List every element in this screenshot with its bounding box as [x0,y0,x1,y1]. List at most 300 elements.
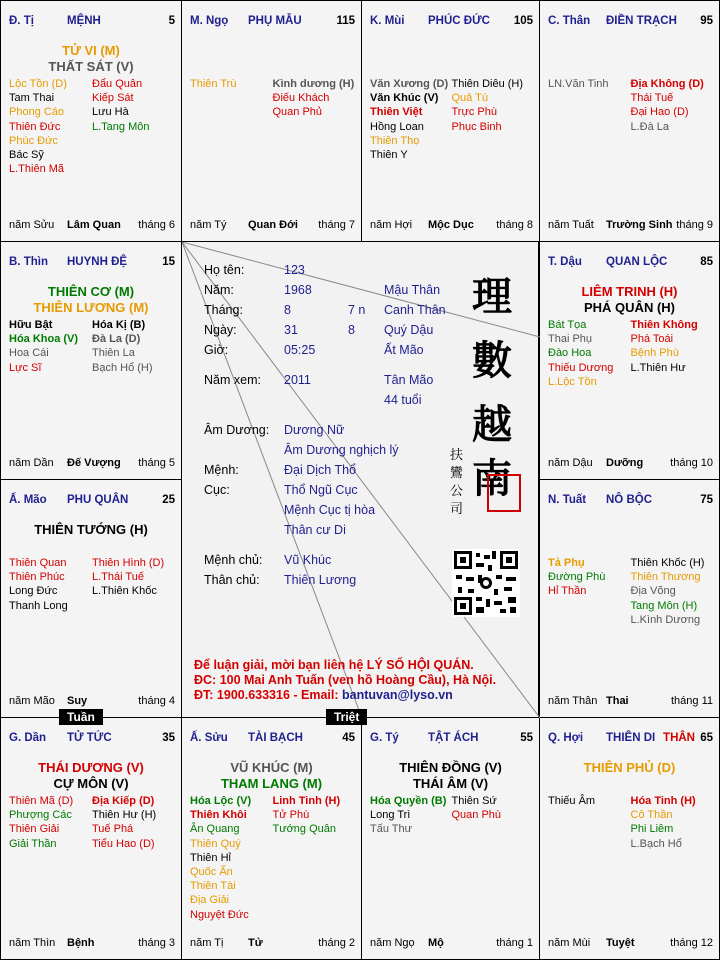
palace-year: năm Dậu [548,457,593,469]
palace-header [190,15,355,29]
main-star: CỰ MÔN (V) [53,776,129,791]
minor-star: Long Đức [9,585,58,598]
minor-star: Đại Hao (D) [630,106,689,119]
minor-star: Thiên Diêu (H) [451,78,524,90]
main-star: THIÊN ĐỒNG (V) [399,760,502,775]
palace-age: 115 [336,15,355,27]
value-nam-can: Mậu Thân [384,283,441,297]
minor-star: Thiên La [92,347,135,360]
palace-stage: Mộ [428,937,444,949]
minor-star: L.Bạch Hổ [630,837,682,850]
main-star: THẤT SÁT (V) [48,59,134,74]
minor-stars-left [548,318,631,389]
palace-month: tháng 1 [496,937,533,949]
minor-star: Hỉ Thần [548,585,587,598]
minor-star: Hóa Kị (B) [92,319,146,331]
value-cuc-1: Thổ Ngũ Cục [284,483,358,497]
label-menh-chu: Mệnh chủ: [204,553,263,567]
minor-star: L.Tang Môn [92,120,150,133]
value-thang: 8 [284,303,291,317]
minor-star: Đẩu Quân [92,78,143,90]
palace-branch: Ấ. Mão [9,494,47,506]
palace-suu [181,717,362,960]
palace-age: 55 [520,732,533,744]
minor-star: Thiên Trù [190,78,237,90]
main-star: VŨ KHÚC (M) [230,760,313,775]
minor-star: Thiên Quý [190,837,241,850]
palace-header [9,732,175,746]
palace-month: tháng 9 [676,219,713,231]
value-nam: 1968 [284,283,312,297]
palace-header [548,15,713,29]
minor-star: Tướng Quân [272,823,336,836]
main-star: THÁI ÂM (V) [412,776,489,791]
palace-month: tháng 12 [670,937,713,949]
value-tuoi: 44 tuổi [384,393,422,407]
palace-age: 105 [513,15,533,27]
minor-stars-left [548,794,631,808]
minor-star: Thai Phụ [548,333,593,346]
minor-star: Lưu Hà [92,106,129,119]
minor-star: Hóa Quyền (B) [370,795,447,807]
palace-footer [9,937,175,951]
value-nam-xem-can: Tân Mão [384,373,434,387]
palace-stage: Suy [67,695,88,707]
minor-star: Tả Phụ [548,557,585,569]
palace-stage: Dưỡng [606,457,644,469]
palace-header [190,732,355,746]
minor-star: Địa Kiếp (D) [92,795,155,807]
minor-star: Thiên Hỉ [190,851,231,864]
seal-char: 扶 [450,448,464,463]
palace-footer [370,219,533,233]
minor-star: Tiểu Hao (D) [92,837,155,850]
red-seal-icon [487,474,521,512]
main-stars [540,760,719,776]
palace-year: năm Dần [9,457,54,469]
minor-star: LN.Văn Tinh [548,78,609,90]
main-stars [362,760,539,792]
minor-star: Long Trì [370,809,411,822]
minor-star: Quốc Ấn [190,866,233,879]
palace-footer [370,937,533,951]
value-thang-n: 7 n [348,303,366,317]
palace-year: năm Thìn [9,937,56,949]
minor-star: L.Thiên Khốc [92,585,157,598]
palace-stage: Mộc Dục [428,219,474,231]
minor-star: L.Thiên Mã [9,163,65,176]
minor-star: Thiên Hư (H) [92,809,157,822]
palace-footer [9,219,175,233]
palace-year: năm Tị [190,937,224,949]
minor-star: Địa Võng [630,585,676,598]
value-menh: Đại Dịch Thổ [284,463,357,477]
palace-year: năm Sửu [9,219,55,231]
calligraphy-title [472,274,512,502]
minor-star: Thiên Phúc [9,571,65,584]
palace-header [548,732,713,746]
palace-than [539,0,720,242]
value-gio: 05:25 [284,343,316,357]
palace-age: 25 [162,494,175,506]
palace-age: 75 [700,494,713,506]
label-menh: Mệnh: [204,463,239,477]
palace-branch: C. Thân [548,15,591,27]
palace-branch: N. Tuất [548,494,587,506]
minor-star: Thiên Thọ [370,134,420,147]
palace-name: TẬT ÁCH [428,732,479,744]
label-cuc: Cục: [204,483,230,497]
palace-month: tháng 4 [138,695,175,707]
minor-stars-left [9,318,92,375]
calligraphy-char: 越 [472,401,512,448]
minor-stars-right [452,77,534,134]
minor-star: Hóa Lộc (V) [190,795,252,807]
minor-star: Phượng Các [9,809,72,822]
minor-star: Kiếp Sát [92,92,134,105]
minor-star: Văn Xương (D) [370,78,449,90]
palace-name: PHÚC ĐỨC [428,15,490,27]
label-nam: Năm: [204,283,234,297]
minor-star: Tang Môn (H) [630,599,698,612]
palace-dau [539,241,720,480]
palace-name: PHU QUÂN [67,494,129,506]
palace-year: năm Tuất [548,219,594,231]
minor-stars-right [631,318,714,375]
palace-month: tháng 8 [496,219,533,231]
palace-footer [190,937,355,951]
main-star: THIÊN LƯƠNG (M) [33,300,149,315]
minor-star: Tử Phù [272,809,310,822]
palace-footer [548,937,713,951]
palace-year: năm Mão [9,695,55,707]
palace-header [370,15,533,29]
palace-dan [0,717,182,960]
label-ho-ten: Họ tên: [204,263,245,277]
minor-stars-left [9,77,92,176]
contact-phone: ĐT: 1900.633316 - Email: [194,688,342,702]
minor-star: Phục Binh [451,120,502,133]
main-star: THIÊN TƯỚNG (H) [34,522,148,537]
palace-year: năm Ngọ [370,937,415,949]
palace-age: 35 [162,732,175,744]
minor-star: Thiên Y [370,149,408,162]
palace-extra: THÂN [663,732,695,744]
palace-mao [0,479,182,718]
minor-stars-left [370,794,452,837]
main-stars [182,760,361,792]
minor-stars-right [631,794,714,851]
palace-year: năm Thân [548,695,598,707]
palace-footer [548,695,713,709]
seal-text [450,447,463,519]
seal-char: 公 [450,484,464,499]
palace-stage: Đế Vượng [67,457,121,469]
label-nam-xem: Năm xem: [204,373,261,387]
minor-star: Thiên Mã (D) [9,795,74,807]
palace-name: PHỤ MẪU [248,15,302,27]
minor-star: Thiên Hình (D) [92,557,165,569]
minor-stars-right [631,556,714,627]
minor-star: Quan Phủ [272,106,323,119]
palace-age: 85 [700,256,713,268]
minor-star: Văn Khúc (V) [370,92,439,105]
minor-star: L.Kình Dương [630,613,701,626]
minor-star: Bệnh Phù [630,347,679,360]
minor-star: Hóa Tinh (H) [630,795,696,807]
palace-name: MỆNH [67,15,101,27]
palace-header [370,732,533,746]
minor-star: Phá Toái [630,333,674,346]
minor-star: Thiên Không [630,319,698,331]
palace-age: 95 [700,15,713,27]
palace-month: tháng 11 [670,695,713,707]
main-star: PHÁ QUÂN (H) [584,300,675,315]
calligraphy-char: 數 [472,337,512,384]
label-ngay: Ngày: [204,323,237,337]
minor-stars-left [548,556,631,599]
contact-line-2: ĐC: 100 Mai Anh Tuấn (ven hồ Hoàng Cầu), Hà Nội. [194,673,497,687]
main-star: LIÊM TRINH (H) [581,284,678,299]
palace-year: năm Hợi [370,219,413,231]
value-thang-can: Canh Thân [384,303,446,317]
minor-star: Thiên Khôi [190,809,247,822]
label-gio: Giờ: [204,343,229,357]
palace-footer [9,457,175,471]
minor-star: Địa Không (D) [630,78,704,90]
minor-star: Thái Tuế [630,92,674,105]
center-info-panel [181,241,539,718]
value-menh-chu: Vũ Khúc [284,553,332,567]
label-am-duong: Âm Dương: [204,423,270,437]
palace-mui [361,0,540,242]
palace-branch: Đ. Tị [9,15,34,27]
palace-ngo [181,0,362,242]
minor-star: L.Thiên Hư [630,361,686,374]
minor-star: Thiên Thương [630,571,701,584]
palace-header [548,494,713,508]
value-ngay-can: Quý Dậu [384,323,434,337]
minor-stars-right [452,794,534,822]
main-stars [1,43,181,75]
palace-branch: G. Tý [370,732,399,744]
minor-star: Địa Giải [190,894,230,907]
main-star: THAM LANG (M) [220,776,323,791]
value-gio-can: Ất Mão [384,343,424,357]
minor-star: Thanh Long [9,599,68,612]
palace-branch: G. Dần [9,732,47,744]
value-cuc-2: Mệnh Cục tị hòa [284,503,376,517]
minor-star: L.Đà La [630,120,670,133]
minor-star: Thiếu Âm [548,795,596,807]
main-stars [1,522,181,538]
palace-footer [548,219,713,233]
palace-month: tháng 5 [138,457,175,469]
main-stars [1,760,181,792]
main-star: THÁI DƯƠNG (V) [38,760,144,775]
palace-year: năm Tý [190,219,227,231]
palace-year: năm Mùi [548,937,591,949]
minor-star: Đà La (D) [92,333,141,346]
minor-star: Tấu Thư [370,823,413,836]
palace-stage: Thai [606,695,629,707]
palace-branch: K. Mùi [370,15,405,27]
contact-email-link[interactable]: bantuvan@lyso.vn [342,688,453,702]
palace-stage: Tử [248,937,263,949]
contact-line-1: Để luận giải, mời bạn liên hệ LÝ SỐ HỘI QUÁN. [194,658,474,672]
minor-star: Thiếu Dương [548,361,614,374]
minor-stars-left [9,556,92,613]
minor-stars-right [92,556,175,599]
palace-header [9,15,175,29]
minor-star: Phúc Đức [9,134,58,147]
minor-star: Đào Hoa [548,347,592,360]
minor-stars-right [273,77,356,120]
palace-stage: Trường Sinh [606,219,673,231]
palace-branch: Ấ. Sửu [190,732,228,744]
minor-star: Thiên Sứ [451,795,497,807]
minor-star: Bạch Hổ (H) [92,361,153,374]
minor-star: Thiên Quan [9,557,67,569]
minor-stars-left [548,77,631,91]
palace-name: TÀI BẠCH [248,732,303,744]
minor-star: Ân Quang [190,823,240,836]
minor-star: Thiên Việt [370,106,423,119]
palace-hoi [539,717,720,960]
minor-star: Phi Liêm [630,823,674,836]
palace-stage: Tuyệt [606,937,635,949]
palace-footer [9,695,175,709]
triet-tag: Triệt [326,709,367,725]
minor-star: Bác Sỹ [9,149,44,162]
main-stars [540,284,719,316]
minor-star: Hóa Khoa (V) [9,333,79,346]
value-than-chu: Thiên Lương [284,573,357,587]
palace-tuat [539,479,720,718]
minor-star: Phong Cáo [9,106,65,119]
minor-star: L.Lộc Tồn [548,375,597,388]
calligraphy-char: 理 [472,273,512,320]
palace-month: tháng 7 [318,219,355,231]
palace-age: 15 [162,256,175,268]
minor-stars-right [92,77,175,134]
value-cuc-3: Thân cư Di [284,523,346,537]
minor-star: Đường Phù [548,571,606,584]
value-ngay-n: 8 [348,323,355,337]
minor-star: Thiên Đức [9,120,61,133]
value-nam-xem: 2011 [284,373,311,387]
palace-header [9,494,175,508]
minor-stars-left [9,794,92,851]
minor-star: Tam Thai [9,92,55,105]
palace-name: QUAN LỘC [606,256,668,268]
minor-star: Nguyệt Đức [190,908,249,921]
palace-name: TỬ TỨC [67,732,112,744]
palace-footer [548,457,713,471]
minor-star: Tuế Phá [92,823,134,836]
palace-name: ĐIỀN TRẠCH [606,15,677,27]
main-star: THIÊN PHỦ (D) [583,760,676,775]
minor-star: Bát Tọa [548,319,587,331]
minor-stars-right [273,794,356,837]
palace-age: 45 [342,732,355,744]
palace-month: tháng 3 [138,937,175,949]
minor-stars-right [631,77,714,134]
minor-star: Hồng Loan [370,120,424,133]
palace-header [9,256,175,270]
palace-ti [0,0,182,242]
label-than-chu: Thân chủ: [204,573,260,587]
palace-name: HUYNH ĐỆ [67,256,128,268]
palace-age: 5 [168,15,175,27]
minor-stars-right [92,318,175,375]
value-am-duong-1: Dương Nữ [284,423,345,437]
minor-star: Quan Phù [451,809,502,822]
palace-age: 65 [700,732,713,744]
palace-name: NÔ BỘC [606,494,652,506]
minor-star: Giải Thần [9,837,57,850]
minor-stars-left [190,77,273,91]
main-star: THIÊN CƠ (M) [47,284,135,299]
palace-branch: Q. Hợi [548,732,584,744]
minor-star: Quả Tú [451,92,488,105]
palace-stage: Bệnh [67,937,95,949]
seal-char: 司 [450,502,464,517]
palace-stage: Lâm Quan [67,219,121,231]
palace-thin [0,241,182,480]
value-ngay: 31 [284,323,298,337]
minor-star: Kình dương (H) [272,78,355,90]
palace-footer [190,219,355,233]
calligraphy-char: 南 [472,455,512,502]
palace-month: tháng 10 [670,457,713,469]
palace-month: tháng 2 [318,937,355,949]
tuan-tag: Tuần [59,709,103,725]
minor-star: Cô Thần [630,809,673,822]
minor-star: Thiên Khốc (H) [630,557,705,569]
seal-char: 鸞 [450,466,464,481]
value-ho-ten: 123 [284,263,305,277]
palace-header [548,256,713,270]
minor-star: Lực Sĩ [9,361,42,374]
qr-code-icon[interactable] [452,549,520,617]
minor-stars-right [92,794,175,851]
minor-stars-left [190,794,273,922]
contact-info [194,658,496,703]
palace-ty [361,717,540,960]
palace-month: tháng 6 [138,219,175,231]
main-stars [1,284,181,316]
value-am-duong-2: Âm Dương nghịch lý [284,443,399,457]
minor-star: Lộc Tồn (D) [9,78,67,90]
minor-stars-left [370,77,452,162]
minor-star: L.Thái Tuế [92,571,144,584]
minor-star: Thiên Giải [9,823,60,836]
minor-star: Điếu Khách [272,92,330,105]
minor-star: Hoa Cái [9,347,49,360]
label-thang: Tháng: [204,303,243,317]
palace-branch: T. Dậu [548,256,582,268]
palace-stage: Quan Đới [248,219,298,231]
minor-star: Linh Tinh (H) [272,795,341,807]
main-star: TỬ VI (M) [62,43,120,58]
minor-star: Trực Phù [451,106,497,119]
minor-star: Thiên Tài [190,880,236,893]
palace-name: THIÊN DI [606,732,656,744]
minor-star: Hữu Bật [9,319,53,331]
contact-line-3 [194,688,496,703]
palace-branch: M. Ngọ [190,15,229,27]
